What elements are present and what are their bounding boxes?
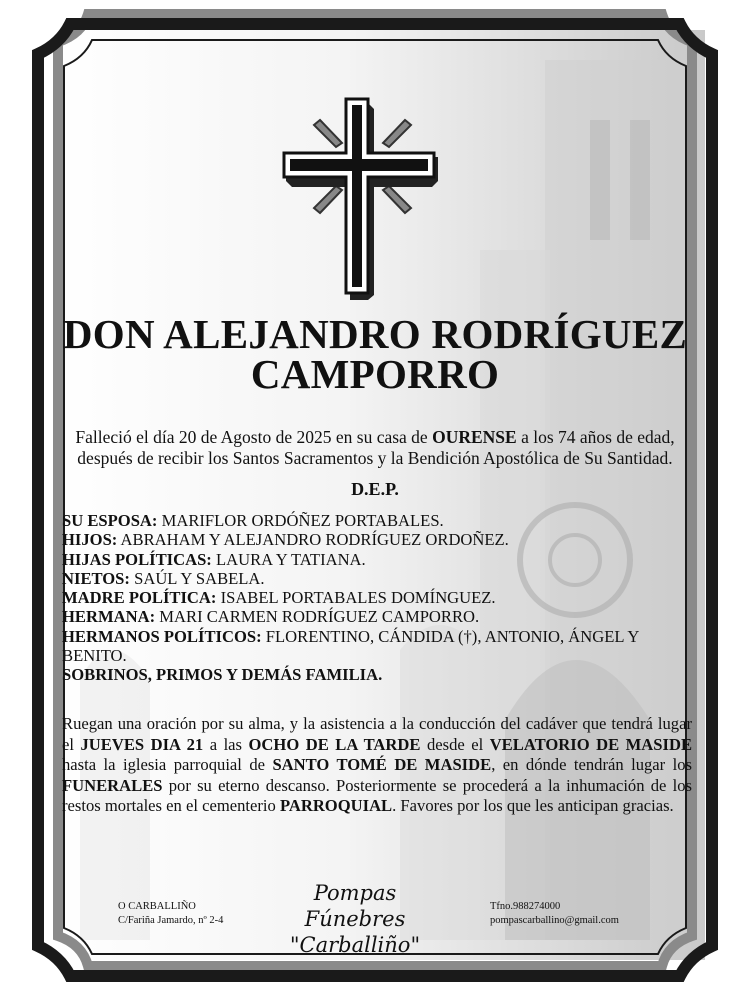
cross-emblem (280, 95, 445, 300)
family-relation-label: HERMANA: (62, 607, 156, 627)
ceremony-funerals: FUNERALES (62, 775, 163, 795)
family-member-names: SAÚL Y SABELA. (129, 568, 265, 588)
family-row (62, 588, 692, 607)
family-member-names: ISABEL PORTABALES DOMÍNGUEZ. (216, 588, 496, 608)
email-address: pompascarballino@gmail.com (490, 915, 619, 926)
family-row (62, 530, 692, 549)
ceremony-time: OCHO DE LA TARDE (248, 734, 421, 754)
family-row (62, 569, 692, 588)
family-row (62, 627, 692, 666)
dep-heading: D.E.P. (351, 479, 399, 499)
deceased-name-line1: DON ALEJANDRO RODRÍGUEZ (62, 311, 688, 357)
family-row (62, 511, 692, 530)
ceremony-day: JUEVES DIA 21 (80, 734, 204, 754)
phone-number: Tfno.988274000 (490, 901, 561, 912)
deceased-name-line2: CAMPORRO (250, 351, 500, 397)
family-row (62, 550, 692, 569)
funeral-home-street: C/Fariña Jamardo, nº 2-4 (118, 915, 224, 926)
family-relation-label: SU ESPOSA: (62, 511, 158, 530)
family-list (62, 511, 692, 685)
family-row (62, 665, 692, 684)
city-name: OURENSE (432, 427, 517, 447)
funeral-home-logo (270, 880, 440, 958)
death-announcement (60, 427, 690, 469)
ceremony-text: a las (203, 734, 249, 754)
ceremony-text: por su eterno descanso. Posteriormente se procederá a la inhumación de los restos mortales en el cementerio (62, 775, 692, 815)
family-member-names: ABRAHAM Y ALEJANDRO RODRÍGUEZ ORDOÑEZ. (117, 530, 509, 550)
ceremony-text: Ruegan una oración por su alma, y la asistencia a la conducción del cadáver que tendrá lugar el (62, 714, 692, 754)
ceremony-text: hasta la iglesia parroquial de (62, 755, 273, 774)
ceremony-cemetery: PARROQUIAL (279, 796, 393, 815)
ceremony-details (62, 714, 692, 817)
ceremony-text: desde el (420, 734, 490, 754)
ceremony-text: . Favores por los que les anticipan gracias. (392, 796, 674, 815)
intro-text-sacraments: después de recibir los Santos Sacramentos y la Bendición Apostólica de Su Santidad. (77, 448, 673, 468)
funeral-home-address (118, 900, 223, 928)
family-member-names: FLORENTINO, CÁNDIDA (†), ANTONIO, ÁNGEL Y BENITO. (62, 626, 639, 666)
intro-text-age: a los 74 años de edad, (516, 427, 675, 447)
family-relation-label: MADRE POLÍTICA: (62, 588, 217, 608)
family-relation-label: HERMANOS POLÍTICOS: (62, 626, 262, 646)
family-member-names: LAURA Y TATIANA. (211, 549, 366, 569)
cross-icon (280, 95, 445, 300)
family-relation-label: SOBRINOS, PRIMOS Y DEMÁS FAMILIA. (62, 665, 383, 685)
funeral-home-town: O CARBALLIÑO (118, 901, 196, 912)
family-member-names: MARI CARMEN RODRÍGUEZ CAMPORRO. (155, 607, 480, 627)
family-member-names: MARIFLOR ORDÓÑEZ PORTABALES. (157, 511, 444, 530)
ceremony-origin: VELATORIO DE MASIDE (489, 734, 693, 754)
family-relation-label: HIJOS: (62, 530, 118, 550)
ceremony-text: , en dónde tendrán lugar los (491, 755, 692, 774)
ceremony-church: SANTO TOMÉ DE MASIDE (272, 755, 492, 774)
funeral-home-contact (490, 900, 619, 928)
family-relation-label: NIETOS: (62, 568, 130, 588)
intro-text: Falleció el día 20 de Agosto de 2025 en su casa de (75, 427, 433, 447)
logo-line2: "Carballiño" (289, 933, 421, 957)
logo-line1: Pompas Fúnebres (304, 881, 406, 931)
family-relation-label: HIJAS POLÍTICAS: (62, 549, 212, 569)
family-row (62, 607, 692, 626)
